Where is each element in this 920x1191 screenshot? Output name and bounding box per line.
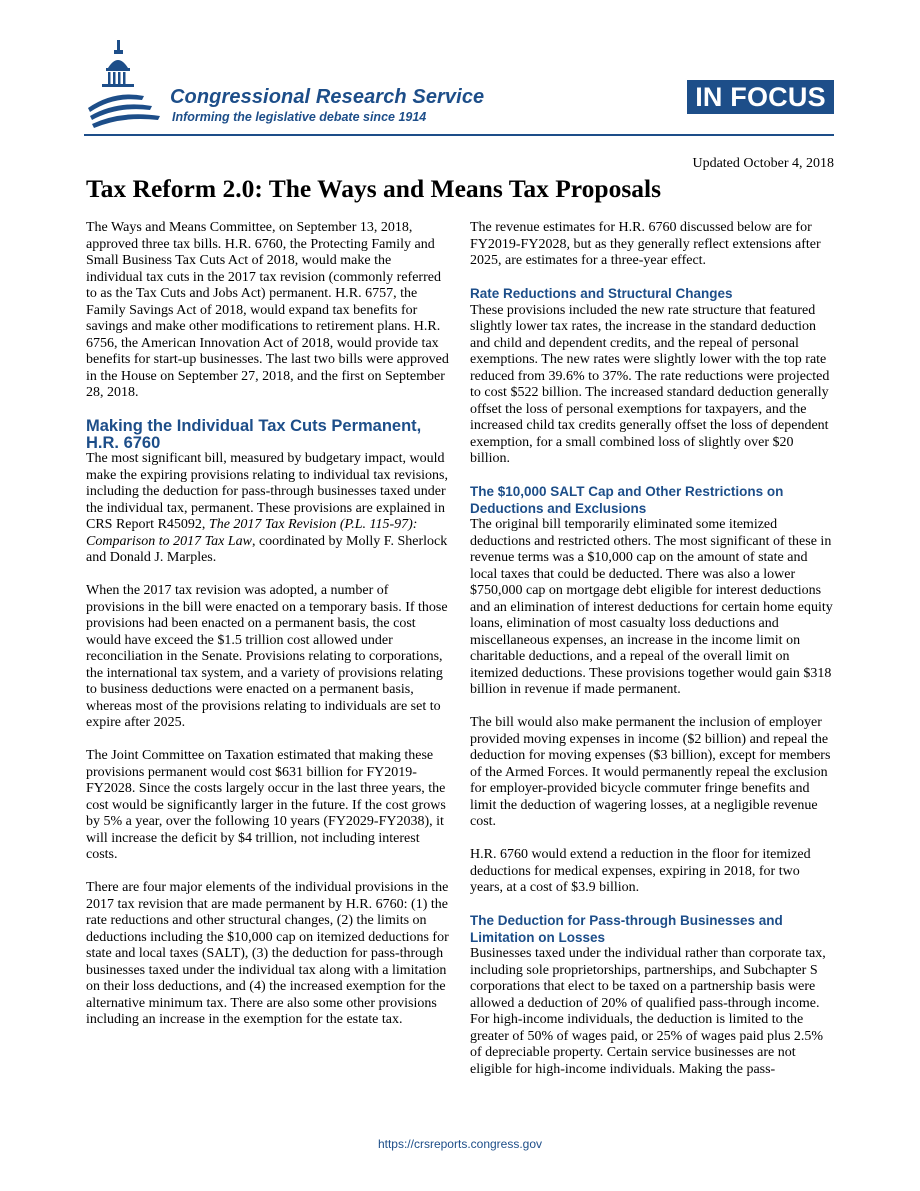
updated-date: Updated October 4, 2018 — [692, 156, 834, 171]
section-heading-rate-reductions: Rate Reductions and Structural Changes — [470, 286, 733, 301]
brand-name: Congressional Research Service — [170, 86, 485, 108]
body-paragraph: Businesses taxed under the individual rather than corporate tax, including sole proprietorships, partnerships, and Subchapter S corporations that elect to be taxed on a partnership basis were allowed a deduction of 20% of qualified pass-through income. For high-income individuals, the deduction is limited to the greater of 50% of wages paid, or 25% of wages paid plus 2.5% of depreciable property. Certain service businesses are not eligible for high-income individuals. Making the pass- — [470, 946, 826, 1077]
right-column — [470, 220, 834, 1095]
body-paragraph: There are four major elements of the individual provisions in the 2017 tax revision that are made permanent by H.R. 6760: (1) the rate reductions and other structural changes, (2) the limits on deductions including the $10,000 cap on itemized deductions for state and local taxes (SALT), (3) the deduction for pass-through businesses taxed under the individual tax along with a limitation on their loss deductions, and (4) the increased exemption for the alternative minimum tax. There are also some other provisions including an increase in the exemption for the estate tax. — [86, 880, 449, 1027]
left-column — [86, 220, 450, 1045]
intro-paragraph: The Ways and Means Committee, on September 13, 2018, approved three tax bills. H.R. 6760, the Protecting Family and Small Business Tax Cuts Act of 2018, would make the individual tax cuts in the 2017 tax revision (commonly referred to as the Tax Cuts and Jobs Act) permanent. H.R. 6757, the Family Savings Act of 2018, would expand tax benefits for savings and make other modifications to retirement plans. H.R. 6756, the American Innovation Act of 2018, would provide tax benefits for start-up businesses. The last two bills were approved in the House on September 27, 2018, and the first on September 28, 2018. — [86, 220, 449, 400]
body-paragraph: These provisions included the new rate structure that featured slightly lower tax rates, the increase in the standard deduction and child and dependent credits, and the repeal of personal exemptions. The new rates were slightly lower with the top rate reduced from 39.6% to 37%. The rate reductions were projected to cost $522 billion. The increased standard deduction generally offset the loss of personal exemptions for taxpayers, and the increased child tax credits generally offset the loss of dependent exemption, for a small combined loss of slightly over $20 billion. — [470, 302, 830, 466]
section-heading-pass-through: The Deduction for Pass-through Businesses and Limitation on Losses — [470, 913, 783, 945]
header-rule — [84, 134, 834, 136]
section-heading-permanent: Making the Individual Tax Cuts Permanent, H.R. 6760 — [86, 417, 422, 452]
body-paragraph: When the 2017 tax revision was adopted, a number of provisions in the bill were enacted on a temporary basis. If those provisions had been enacted on a permanent basis, the cost would have exceed the $1.5 trillion cost allowed under reconciliation in the Senate. Provisions relating to corporations, the international tax system, and a variety of provisions relating to business deductions were enacted on a permanent basis, whereas most of the provisions relating to individuals are set to expire after 2025. — [86, 583, 448, 730]
body-paragraph: The Joint Committee on Taxation estimated that making these provisions permanent would cost $631 billion for FY2019-FY2028. Since the costs largely occur in the last three years, the cost would be significantly larger in the future. If the cost grows by 5% a year, over the following 10 years (FY2029-FY2038), it will increase the deficit by $4 trillion, not including interest costs. — [86, 748, 446, 862]
section-heading-salt-cap: The $10,000 SALT Cap and Other Restrictions on Deductions and Exclusions — [470, 484, 784, 516]
body-paragraph: The bill would also make permanent the inclusion of employer provided moving expenses in income ($2 billion) and repeal the deduction for moving expenses ($3 billion), except for members of the Armed Forces. It would permanently repeal the exclusion for employer-provided bicycle commuter fringe benefits and limit the deduction of wagering losses, at a negligible revenue cost. — [470, 715, 831, 829]
capitol-dome-logo-icon — [84, 38, 180, 130]
body-paragraph: The most significant bill, measured by budgetary impact, would make the expiring provisions relating to individual tax revisions, including the deduction for pass-through businesses taxed under the individual tax, permanent. These provisions are explained in CRS Report R45092, The 2017 Tax Revision (P.L. 115-97): Comparison to 2017 Tax Law, coordinated by Molly F. Sherlock and Donald J. Marples. — [86, 451, 448, 565]
footer-url-link[interactable]: https://crsreports.congress.gov — [377, 1137, 543, 1151]
body-paragraph: The revenue estimates for H.R. 6760 discussed below are for FY2019-FY2028, but as they generally reflect extensions after 2025, are estimates for a three-year effect. — [470, 220, 821, 268]
page-title: Tax Reform 2.0: The Ways and Means Tax Proposals — [86, 174, 662, 203]
body-paragraph: The original bill temporarily eliminated some itemized deductions and restricted others. The most significant of these in revenue terms was a $10,000 cap on the amount of state and local taxes that could be deducted. There was also a lower $750,000 cap on mortgage debt eligible for interest deductions and an elimination of interest deductions for certain home equity loans, elimination of most casualty loss deductions and miscellaneous expenses, an increase in the income limit on charitable deductions, and a repeal of the overall limit on itemized deductions. These provisions together would gain $318 billion in revenue if made permanent. — [470, 517, 833, 697]
in-focus-badge: IN FOCUS — [687, 80, 834, 114]
brand-tagline: Informing the legislative debate since 1914 — [172, 110, 427, 124]
report-title-link: The 2017 Tax Revision (P.L. 115-97): Comparison to 2017 Tax Law — [86, 517, 418, 549]
body-paragraph: H.R. 6760 would extend a reduction in the floor for itemized deductions for medical expenses, expiring in 2018, for two years, at a cost of $3.9 billion. — [470, 847, 811, 895]
